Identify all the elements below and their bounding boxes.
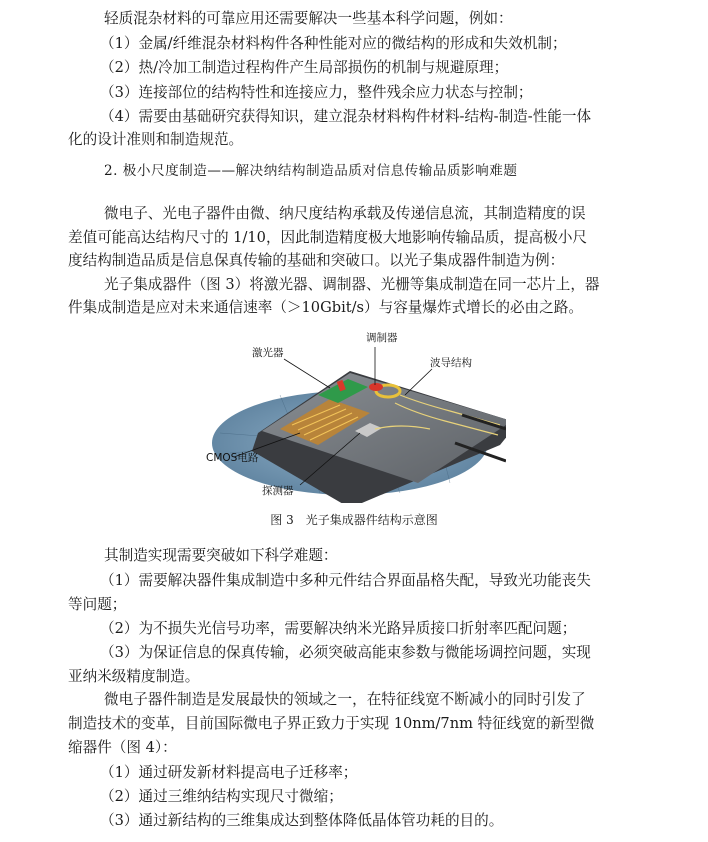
modulator-element xyxy=(369,383,383,391)
label-modulator: 调制器 xyxy=(366,332,398,344)
figure-caption: 图 3 光子集成器件结构示意图 xyxy=(270,513,438,527)
text-line: （1）需要解决器件集成制造中多种元件结合界面晶格失配，导致光功能丧失 xyxy=(100,572,591,589)
text-line: （3）通过新结构的三维集成达到整体降低晶体管功耗的目的。 xyxy=(100,812,504,829)
label-detector: 探测器 xyxy=(262,485,294,497)
text-line: 其制造实现需要突破如下科学难题： xyxy=(104,547,338,564)
text-line: （3）为保证信息的保真传输，必须突破高能束参数与微能场调控问题，实现 xyxy=(100,644,591,661)
text-line: （2）热/冷加工制造过程构件产生局部损伤的机制与规避原理； xyxy=(100,59,509,76)
text-line: （3）连接部位的结构特性和连接应力，整件残余应力状态与控制； xyxy=(100,84,533,101)
text-line: 度结构制造品质是信息保真传输的基础和突破口。以光子集成器件制造为例： xyxy=(68,252,565,269)
text-line: （2）通过三维纳结构实现尺寸微缩； xyxy=(100,788,343,805)
text-line: （2）为不损失光信号功率，需要解决纳米光路异质接口折射率匹配问题； xyxy=(100,620,577,637)
section-heading: 2. 极小尺度制造——解决纳结构制造品质对信息传输品质影响难题 xyxy=(104,163,518,179)
label-waveguide: 波导结构 xyxy=(430,357,472,369)
text-line: 亚纳米级精度制造。 xyxy=(68,668,200,685)
text-line: 微电子、光电子器件由微、纳尺度结构承载及传递信息流，其制造精度的误 xyxy=(104,205,586,222)
photonic-chip-figure xyxy=(200,333,506,503)
text-line: 等问题； xyxy=(68,596,127,613)
text-line: 化的设计准则和制造规范。 xyxy=(68,131,244,148)
text-line: 微电子器件制造是发展最快的领域之一，在特征线宽不断减小的同时引发了 xyxy=(104,691,586,708)
text-line: 光子集成器件（图 3）将激光器、调制器、光栅等集成制造在同一芯片上，器 xyxy=(104,276,600,293)
text-line: （1）金属/纤维混杂材料构件各种性能对应的微结构的形成和失效机制； xyxy=(100,35,567,52)
label-laser: 激光器 xyxy=(252,347,284,359)
text-line: 轻质混杂材料的可靠应用还需要解决一些基本科学问题，例如： xyxy=(104,10,513,27)
text-line: 差值可能高达结构尺寸的 1/10，因此制造精度极大地影响传输品质，提高极小尺 xyxy=(68,229,588,246)
text-line: （1）通过研发新材料提高电子迁移率； xyxy=(100,764,358,781)
text-line: 制造技术的变革，目前国际微电子界正致力于实现 10nm/7nm 特征线宽的新型微 xyxy=(68,715,595,732)
label-cmos: CMOS电路 xyxy=(206,452,259,464)
text-line: 件集成制造是应对未来通信速率（＞10Gbit/s）与容量爆炸式增长的必由之路。 xyxy=(68,299,583,316)
text-line: 缩器件（图 4）： xyxy=(68,739,177,756)
text-line: （4）需要由基础研究获得知识，建立混杂材料构件材料-结构-制造-性能一体 xyxy=(100,108,592,125)
